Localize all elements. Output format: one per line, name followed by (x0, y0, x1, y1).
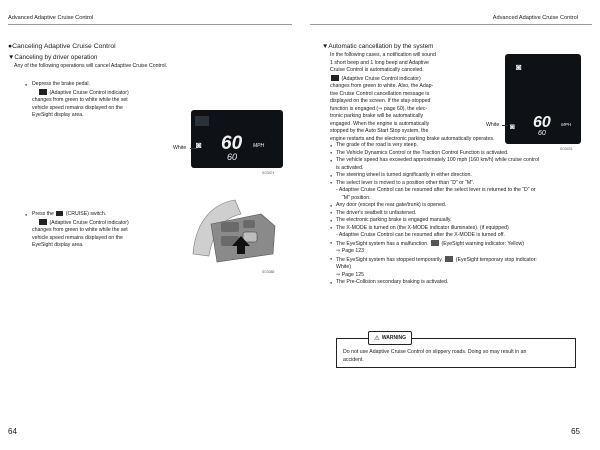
item-brake-pedal: ● Depress the brake pedal. (Adaptive Cruise Control indicator) changes from green to white while the set vehicle speed remains displayed on the EyeSight display area. (25, 81, 129, 118)
warning-text: Do not use Adaptive Cruise Control on slippery roads. Doing so may result in an accident. (343, 349, 527, 363)
eyesight-temp-stop-icon (445, 256, 453, 262)
acc-indicator-icon: ◙ (196, 140, 202, 150)
list-item: ● The X-MODE is turned on (the X-MODE indicator illuminates). (if equipped) (330, 225, 592, 233)
right-subsection-title: ▼Automatic cancellation by the system (322, 43, 434, 50)
steering-wheel-illustration (191, 196, 283, 268)
triangle-marker-icon: ▼ (8, 54, 15, 61)
steering-switch-figure (191, 196, 283, 268)
right-callout-line (502, 125, 508, 126)
sub-note: - Adaptive Cruise Control can be resumed after the select lever is returned to the “D” or “M” position. (336, 187, 536, 201)
page-ref: ⇒ Page 125 (336, 271, 364, 278)
left-running-header: Advanced Adaptive Cruise Control (8, 15, 94, 21)
right-page-number: 65 (571, 427, 580, 436)
list-item: ● Any door (except the rear gate/trunk) is opened. (330, 202, 592, 210)
left-page-number: 64 (8, 427, 17, 436)
item-cruise-switch: ● Press the (CRUISE) switch. (Adaptive Cruise Control indicator) changes from green to white while the set vehicle speed remains displayed on the EyeSight display area. (25, 211, 129, 248)
left-callout-white: White (173, 145, 187, 151)
list-item: ● The select lever is moved to a position other than “D” or “M”. (330, 180, 592, 188)
set-speed-large: 60 (533, 114, 551, 131)
speed-unit: MPH (561, 122, 571, 127)
left-dashboard-figure (191, 110, 283, 168)
acc-indicator-icon (39, 219, 47, 225)
left-subsection-title: ▼Canceling by driver operation (8, 54, 98, 61)
set-speed-small: 60 (538, 130, 546, 137)
list-item: ● The Pre-Collision secondary braking is activated. (330, 279, 592, 287)
section-bullet-icon: ● (8, 43, 13, 50)
left-intro: Any of the following operations will cancel Adaptive Cruise Control. (14, 63, 168, 69)
set-speed-large: 60 (221, 133, 243, 154)
right-header-rule (310, 24, 592, 25)
right-running-header: Advanced Adaptive Cruise Control (492, 15, 578, 21)
list-item: ● The EyeSight system has stopped temporarily. (EyeSight temporary stop indicator: White) (330, 256, 592, 272)
set-speed-small: 60 (227, 152, 238, 162)
left-figure-code-1: SO3474 (262, 171, 275, 175)
bullet-dot: ● (25, 212, 28, 217)
speed-unit: MPH (253, 143, 265, 149)
right-callout-white: White (486, 122, 500, 128)
cruise-switch-icon (56, 211, 63, 216)
list-item: ● The EyeSight system has a malfunction. (EyeSight warning indicator: Yellow) (330, 240, 592, 249)
acc-indicator-top-icon: ◙ (516, 62, 522, 72)
right-dashboard-figure (505, 54, 581, 144)
right-figure-code: SO3476 (560, 147, 573, 151)
left-header-rule (8, 24, 292, 25)
eyesight-warning-icon (431, 240, 439, 246)
warning-triangle-icon: ⚠ (374, 335, 380, 342)
list-item: ● The driver's seatbelt is unfastened. (330, 210, 592, 218)
list-item: ● The vehicle speed has exceeded approximately 100 mph (160 km/h) while cruise control is activated. (330, 157, 592, 172)
section-title: ●Canceling Adaptive Cruise Control (8, 43, 116, 50)
bullet-dot: ● (25, 82, 28, 87)
list-item: ● The grade of the road is very steep. (330, 142, 592, 150)
left-callout-line (190, 148, 198, 149)
acc-indicator-icon (331, 75, 339, 81)
acc-indicator-icon: ◙ (510, 122, 515, 131)
cancellation-conditions-list (330, 142, 592, 287)
page-ref: ⇒ Page 123 (336, 248, 364, 254)
triangle-marker-icon: ▼ (322, 43, 329, 50)
sub-note: - Adaptive Cruise Control can be resumed after the X-MODE is turned off. (336, 232, 505, 238)
right-intro-paragraph: In the following cases, a notification will sound 1 short beep and 1 long beep and Adaptive Cruise Control is automatically canceled. (Adaptive Cruise Control indicator) changes from green to white. Also, the Adap- tive Cruise Control cancellation message is displayed on the screen. If the stay-stopped function is engaged (⇒ page 60), the elec- tronic parking brake will be automatically engaged. When the engine is automatically stopped by the Auto Start Stop system, the engine restarts and the electronic parking brake automatically operates. (330, 52, 495, 142)
warning-label: ⚠ WARNING (368, 331, 412, 345)
left-figure-code-2: SO3385 (262, 270, 275, 274)
list-item: ● The Vehicle Dynamics Control or the Traction Control Function is activated. (330, 150, 592, 158)
list-item: ● The steering wheel is turned significantly in either direction. (330, 172, 592, 180)
acc-indicator-icon (39, 89, 47, 95)
list-item: ● The electronic parking brake is engaged manually. (330, 217, 592, 225)
